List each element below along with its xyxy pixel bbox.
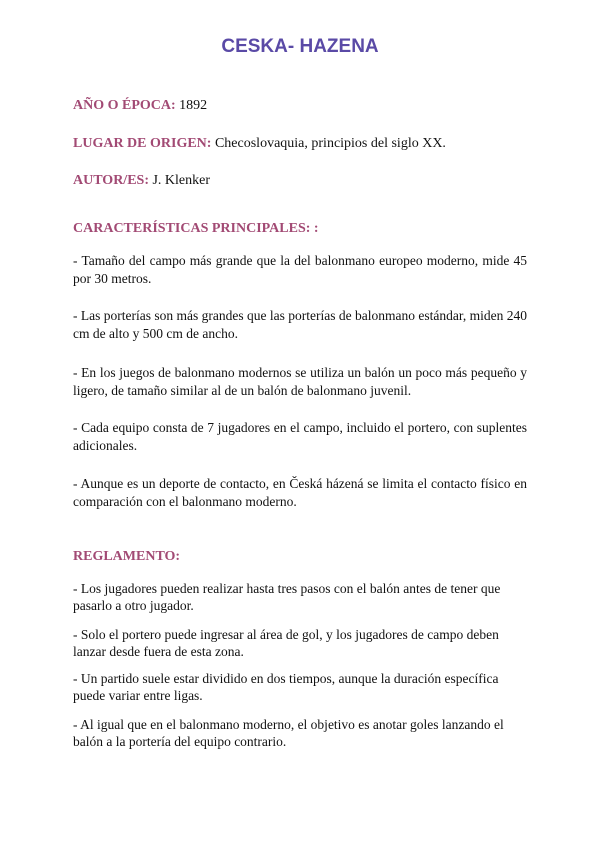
- rule-item: - Al igual que en el balonmano moderno, el objetivo es anotar goles lanzando el balón a la portería del equipo contrario.: [73, 717, 504, 749]
- origin-label: LUGAR DE ORIGEN:: [73, 136, 212, 151]
- year-label: AÑO O ÉPOCA:: [73, 98, 176, 113]
- characteristic-item: - Las porterías son más grandes que las porterías de balonmano estándar, miden 240 cm de alto y 500 cm de ancho.: [73, 308, 527, 341]
- year-field: [73, 98, 207, 114]
- characteristic-item: - Aunque es un deporte de contacto, en Česká házená se limita el contacto físico en comparación con el balonmano moderno.: [73, 476, 527, 509]
- author-field: [73, 173, 210, 189]
- origin-field: [73, 136, 446, 152]
- rule-item: - Solo el portero puede ingresar al área de gol, y los jugadores de campo deben lanzar desde fuera de esta zona.: [73, 627, 499, 659]
- rules-heading: REGLAMENTO:: [73, 549, 181, 564]
- characteristic-item: - En los juegos de balonmano modernos se utiliza un balón un poco más pequeño y ligero, de tamaño similar al de un balón de balonmano juvenil.: [73, 365, 527, 398]
- characteristics-heading: CARACTERÍSTICAS PRINCIPALES: :: [73, 221, 319, 236]
- origin-value: Checoslovaquia, principios del siglo XX.: [214, 136, 446, 151]
- author-value: J. Klenker: [152, 173, 211, 188]
- characteristic-item: - Cada equipo consta de 7 jugadores en el campo, incluido el portero, con suplentes adicionales.: [73, 420, 527, 453]
- author-label: AUTOR/ES:: [73, 173, 149, 188]
- page-title: CESKA- HAZENA: [221, 36, 379, 57]
- year-value: 1892: [179, 98, 208, 113]
- characteristic-item: - Tamaño del campo más grande que la del balonmano europeo moderno, mide 45 por 30 metros.: [73, 253, 527, 286]
- rule-item: - Un partido suele estar dividido en dos tiempos, aunque la duración específica puede variar entre ligas.: [73, 671, 499, 703]
- rule-item: - Los jugadores pueden realizar hasta tres pasos con el balón antes de tener que pasarlo a otro jugador.: [73, 581, 501, 613]
